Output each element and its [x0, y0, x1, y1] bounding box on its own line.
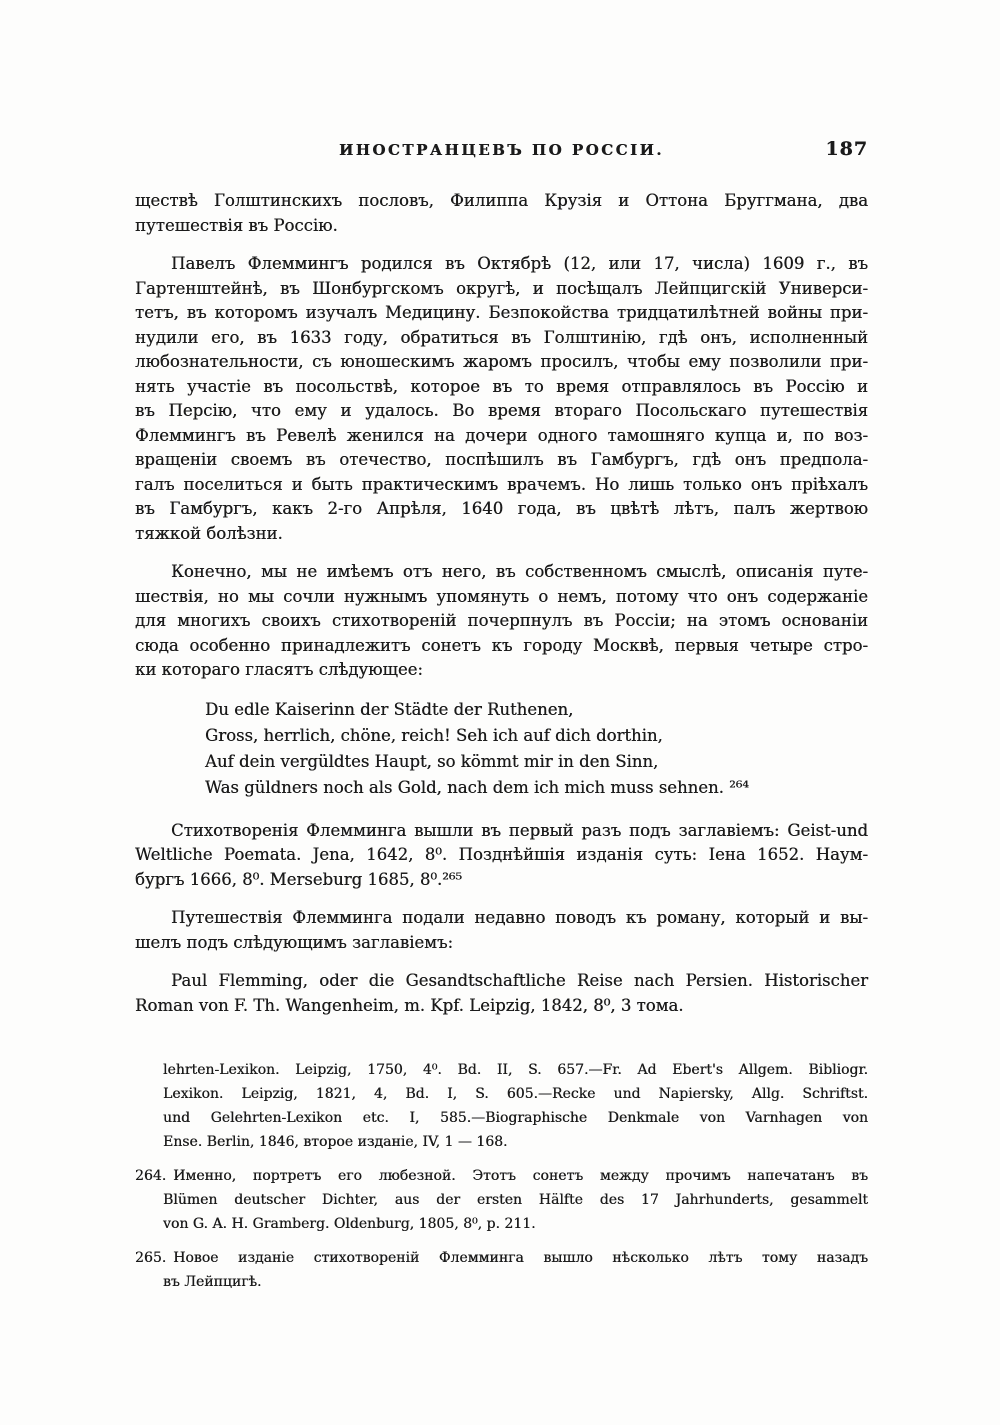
text-line: путешествія въ Россію. [135, 215, 338, 235]
footnote-264 [135, 1164, 868, 1236]
text-line: тетъ, въ которомъ изучалъ Медицину. Безпокойства тридцатилѣтней войны при- [135, 303, 868, 322]
text-block [135, 138, 868, 1304]
paragraph-editions [135, 819, 868, 893]
text-line: шествія, но мы сочли нужнымъ упомянуть о немъ, потому что онъ содержаніе [135, 586, 868, 606]
footnote-number: 264. [135, 1168, 167, 1184]
text-line: ки котораго гласятъ слѣдующее: [135, 660, 423, 679]
text-line: нудили его, въ 1633 году, обратиться въ Голштинію, гдѣ онъ, исполненный [135, 327, 868, 347]
text-line: бургъ 1666, 8⁰. Merseburg 1685, 8⁰.²⁶⁵ [135, 869, 463, 889]
footnote-line: Ense. Berlin, 1846, второе изданіе, IV, 1 — 168. [163, 1134, 508, 1150]
footnote-line: Lexikon. Leipzig, 1821, 4, Bd. I, S. 605.—Recke und Napiersky, Allg. Schriftst. [163, 1086, 868, 1102]
text-line: сюда особенно принадлежитъ сонетъ къ городу Москвѣ, первыя четыре стро- [135, 635, 868, 655]
text-line: Paul Flemming, oder die Gesandtschaftliche Reise nach Persien. Historischer [171, 971, 868, 990]
text-line: въ Персію, что ему и удалось. Во время втораго Посольскаго путешествія [135, 401, 868, 420]
footnote-line: въ Лейпцигѣ. [163, 1274, 262, 1290]
text-line: Путешествія Флемминга подали недавно поводъ къ роману, который и вы- [171, 908, 868, 927]
text-line: любознательности, съ юношескимъ жаромъ просилъ, чтобы ему позволили при- [135, 352, 868, 371]
footnote-line: von G. A. H. Gramberg. Oldenburg, 1805, 8⁰, p. 211. [163, 1216, 536, 1232]
footnote-text: Новое изданіе стихотвореній Флемминга вышло нѣсколько лѣтъ тому назадъ [173, 1250, 868, 1266]
text-line: тяжкой болѣзни. [135, 523, 283, 543]
paragraph-biography [135, 252, 868, 546]
text-line: Гартенштейнѣ, въ Шонбургскомъ округѣ, и посѣщалъ Лейпцигскій Универси- [135, 278, 868, 298]
page-number: 187 [825, 138, 868, 160]
footnote-line [135, 1164, 868, 1188]
page-header [135, 138, 868, 163]
footnote-line: und Gelehrten-Lexikon etc. I, 585.—Biographische Denkmale von Varnhagen von [163, 1110, 868, 1126]
text-line: Roman von F. Th. Wangenheim, m. Kpf. Leipzig, 1842, 8⁰, 3 тома. [135, 995, 684, 1015]
footnote-265 [135, 1246, 868, 1294]
footnote-line: lehrten-Lexikon. Leipzig, 1750, 4⁰. Bd. II, S. 657.—Fr. Ad Ebert's Allgem. Bibliogr. [163, 1062, 868, 1078]
text-line: вращеніи своемъ въ отечество, поспѣшилъ въ Гамбургъ, гдѣ онъ предпола- [135, 450, 868, 469]
text-line: шелъ подъ слѣдующимъ заглавіемъ: [135, 932, 454, 952]
footnote-line: Blümen deutscher Dichter, aus der ersten Hälfte des 17 Jahrhunderts, gesammelt [163, 1192, 868, 1208]
footnote-number: 265. [135, 1250, 167, 1266]
text-line: ществѣ Голштинскихъ пословъ, Филиппа Крузія и Оттона Бруггмана, два [135, 191, 868, 210]
paragraph-novel-intro [135, 906, 868, 955]
text-line: для многихъ своихъ стихотвореній почерпнулъ въ Россіи; на этомъ основаніи [135, 611, 868, 630]
footnote-text: Именно, портретъ его любезной. Этотъ сонетъ между прочимъ напечатанъ въ [173, 1168, 868, 1184]
verse-line: Was güldners noch als Gold, nach dem ich mich muss sehnen. ²⁶⁴ [205, 777, 749, 797]
text-line: галъ поселиться и быть практическимъ врачемъ. Но лишь только онъ пріѣхалъ [135, 474, 868, 494]
verse-line: Du edle Kaiserinn der Städte der Ruthenen, [205, 699, 574, 719]
footnotes [135, 1058, 868, 1294]
footnote-line [135, 1246, 868, 1270]
text-line: Weltliche Poemata. Jena, 1642, 8⁰. Позднѣйшія изданія суть: Іена 1652. Наум- [135, 845, 868, 864]
sonnet-quote [205, 697, 868, 801]
running-title: ИНОСТРАНЦЕВЪ ПО РОССІИ. [339, 141, 664, 159]
text-line: нять участіе въ посольствѣ, которое въ то время отправлялось въ Россію и [135, 376, 868, 396]
paragraph-sonnet-intro [135, 560, 868, 683]
verse-line: Gross, herrlich, chöne, reich! Seh ich auf dich dorthin, [205, 725, 663, 745]
footnote-continuation [135, 1058, 868, 1154]
paragraph-continuation [135, 189, 868, 238]
verse-line: Auf dein vergüldtes Haupt, so kömmt mir in den Sinn, [205, 751, 659, 771]
text-line: Флеммингъ въ Ревелѣ женился на дочери одного тамошняго купца и, по воз- [135, 425, 868, 445]
text-line: Конечно, мы не имѣемъ отъ него, въ собственномъ смыслѣ, описанія путе- [171, 562, 868, 581]
text-line: Стихотворенія Флемминга вышли въ первый разъ подъ заглавіемъ: Geist-und [171, 820, 868, 840]
text-line: въ Гамбургъ, какъ 2-го Апрѣля, 1640 года, въ цвѣтѣ лѣтъ, палъ жертвою [135, 499, 868, 518]
text-line: Павелъ Флеммингъ родился въ Октябрѣ (12, или 17, числа) 1609 г., въ [171, 254, 868, 273]
paragraph-novel-title [135, 969, 868, 1018]
